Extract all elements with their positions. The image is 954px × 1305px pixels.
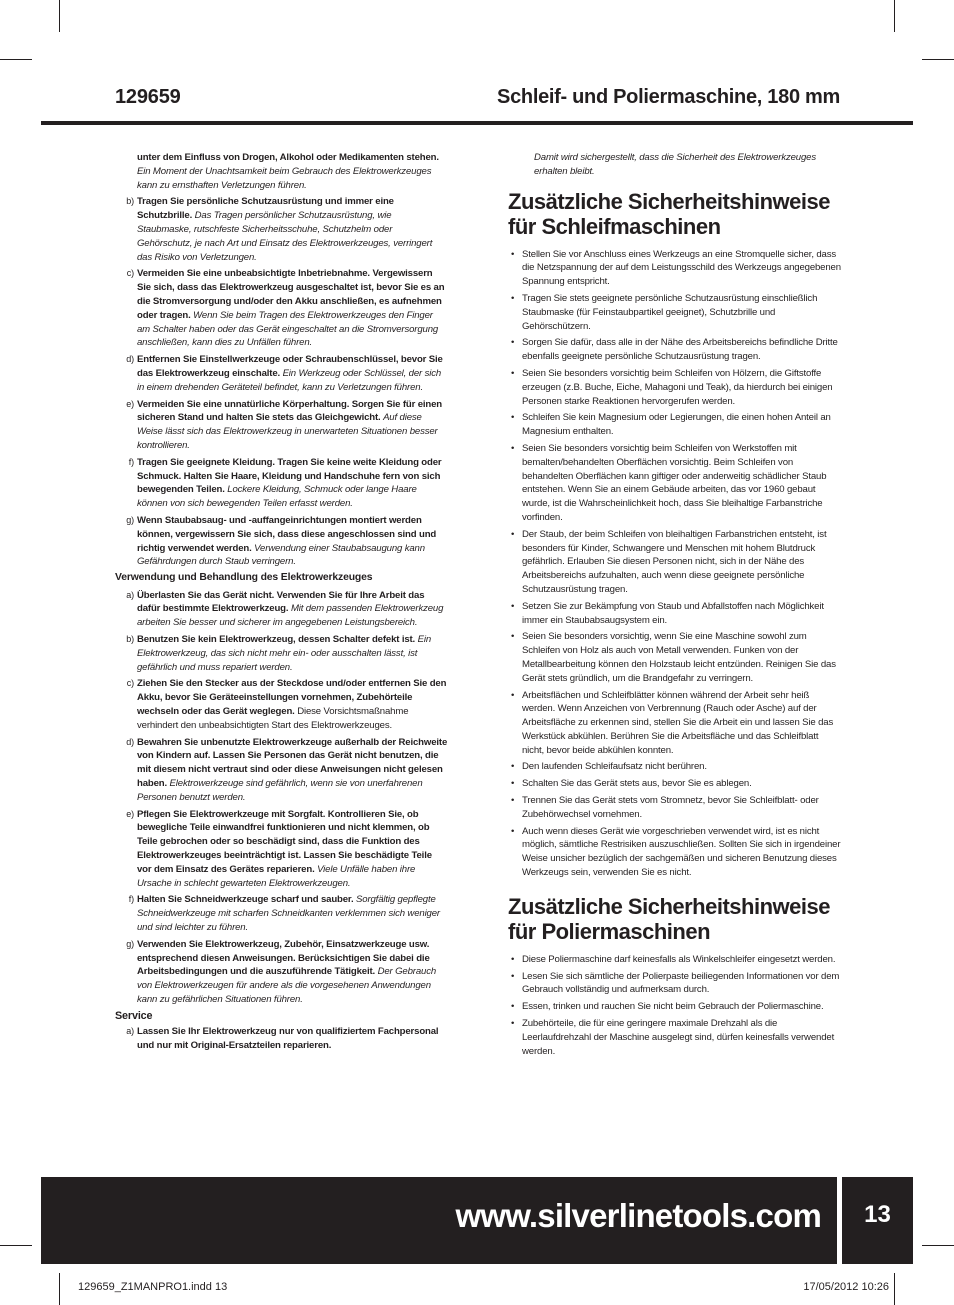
item-marker: b) [126, 634, 134, 644]
item-marker: f) [128, 894, 134, 905]
section-heading-grinding: Zusätzliche Sicherheitshinweise für Schleifmaschinen [508, 188, 830, 239]
product-number: 129659 [115, 86, 181, 108]
item-marker: d) [126, 736, 134, 747]
bullet-text: Lesen Sie sich sämtliche der Polierpaste beiliegenden Informationen vor dem Gebrauch vollständig und aufmerksam durch. [522, 970, 840, 996]
bullet-text: Schalten Sie das Gerät stets aus, bevor Sie es ablegen. [522, 778, 752, 790]
item-rest-text: Mit dem passenden Elektrowerkzeug arbeiten Sie besser und sicherer im angegebenen Leistungsbereich. [137, 603, 444, 629]
list-item [112, 151, 448, 192]
item-marker: a) [126, 1026, 134, 1037]
bullet-item [508, 760, 842, 774]
list-item [112, 893, 448, 934]
footer-bar [41, 1177, 837, 1264]
bullet-icon: • [511, 970, 515, 982]
crop-mark [894, 0, 895, 32]
bullet-text: Der Staub, der beim Schleifen von bleihaltigen Farbanstrichen entsteht, ist besonders für Kinder, Schwangere und Menschen mit hohem Blutdruck gefährlich. Erlauben Sie diesen Personen nicht, sich in der Nähe des Arbeitsbereichs aufzuhalten, auch wenn diese geeignete persönliche Schutzausrüstung tragen. [522, 528, 827, 595]
bullet-text: Stellen Sie vor Anschluss eines Werkzeugs an eine Stromquelle sicher, dass die Netzspannung der auf dem Leistungsschild des Werkzeugs angegebenen Spannung entspricht. [522, 248, 841, 288]
crop-mark [0, 1245, 32, 1246]
bullet-icon: • [511, 953, 515, 965]
bullet-item [508, 600, 842, 628]
item-bold-text: Wenn Staubabsaug- und -auffangeinrichtungen montiert werden können, vergewissern Sie sich, dass diese angeschlossen sind und richtig verwendet werden. [137, 514, 437, 554]
list-item [112, 808, 448, 891]
crop-mark [922, 59, 954, 60]
bullet-item [508, 292, 842, 333]
item-rest-text: Diese Vorsichtsmaßnahme verhindert den unbeabsichtigten Start des Elektrowerkzeuges. [137, 705, 409, 731]
bullet-text: Setzen Sie zur Bekämpfung von Staub und Abfallstoffen nach Möglichkeit immer ein Staubabsaugsystem ein. [522, 600, 824, 626]
item-bold-text: Benutzen Sie kein Elektrowerkzeug, dessen Schalter defekt ist. [137, 634, 416, 645]
section-heading-polishing: Zusätzliche Sicherheitshinweise für Poliermaschinen [508, 893, 830, 944]
page-number-box [842, 1177, 913, 1264]
bullet-icon: • [511, 337, 515, 349]
item-bold-text: Überlasten Sie das Gerät nicht. Verwenden Sie für Ihre Arbeit das dafür bestimmte Elektrowerkzeug. [137, 589, 425, 615]
bullet-icon: • [511, 1018, 515, 1030]
item-marker: e) [126, 808, 134, 819]
service-list [112, 1025, 448, 1053]
list-item [112, 677, 448, 732]
bullet-text: Seien Sie besonders vorsichtig, wenn Sie eine Maschine sowohl zum Schleifen von Holz als auch von Metall verwenden. Funken von der Metallbearbeitung können den Holzstaub leicht entzünden. Reinigen Sie das Gerät stets gründlich, um die Brandgefahr zu verringern. [522, 631, 836, 684]
bullet-item [508, 953, 842, 967]
item-rest-text: Das Tragen persönlicher Schutzausrüstung, wie Staubmaske, rutschfeste Sicherheitsschuhe, Schutzhelm oder Gehörschutz, je nach Art und Einsatz des Elektrowerkzeuges, verringert das Risiko von Verletzungen. [137, 210, 433, 263]
item-marker: g) [126, 938, 134, 949]
bullet-icon: • [511, 778, 515, 790]
list-item [112, 514, 448, 569]
crop-mark [59, 0, 60, 32]
item-rest-text: Elektrowerkzeuge sind gefährlich, wenn sie von unerfahrenen Personen benutzt werden. [137, 777, 423, 803]
item-marker: a) [126, 589, 134, 600]
polishing-bullet-list [508, 953, 842, 1059]
bullet-icon: • [511, 600, 515, 612]
list-item [112, 195, 448, 264]
bullet-icon: • [511, 825, 515, 837]
bullet-text: Den laufenden Schleifaufsatz nicht berühren. [522, 761, 707, 773]
bullet-item [508, 825, 842, 880]
item-bold-text: Ziehen Sie den Stecker aus der Steckdose und/oder entfernen Sie den Akku, bevor Sie Geräteeinstellungen vornehmen, Zubehörteile wechseln oder das Gerät weglegen. [137, 678, 447, 717]
list-item [112, 353, 448, 394]
website-url[interactable]: www.silverlinetools.com [455, 1197, 821, 1234]
item-bold-text: Tragen Sie geeignete Kleidung. Tragen Sie keine weite Kleidung oder Schmuck. Halten Sie Haare, Kleidung und Handschuhe fern von sich bewegenden Teilen. [137, 456, 442, 496]
bullet-icon: • [511, 795, 515, 807]
bullet-text: Diese Poliermaschine darf keinesfalls als Winkelschleifer eingesetzt werden. [522, 953, 836, 965]
crop-mark [0, 59, 32, 60]
section-heading-service: Service [115, 1009, 153, 1022]
item-italic-text: Ein Moment der Unachtsamkeit beim Gebrauch des Elektrowerkzeuges kann zu ernsthaften Verletzungen führen. [137, 165, 432, 191]
item-marker: d) [126, 354, 134, 365]
bullet-item [508, 1000, 842, 1014]
bullet-item [508, 689, 842, 758]
page-title: Schleif- und Poliermaschine, 180 mm [497, 86, 840, 108]
item-bold-text: Bewahren Sie unbenutzte Elektrowerkzeuge außerhalb der Reichweite von Kindern auf. Lassen Sie Personen das Gerät nicht benutzen, die mit diesem nicht vertraut sind oder diese Anweisungen nicht gelesen haben. [137, 736, 448, 789]
item-bold-text: Halten Sie Schneidwerkzeuge scharf und sauber. [137, 894, 354, 906]
item-rest-text: Ein Werkzeug oder Schlüssel, der sich in einem drehenden Geräteteil befindet, kann zu Verletzungen führen. [137, 367, 442, 393]
item-bold-text: Vermeiden Sie eine unnatürliche Körperhaltung. Sorgen Sie für einen sicheren Stand und halten Sie stets das Gleichgewicht. [137, 398, 443, 424]
list-item [112, 633, 448, 674]
bullet-text: Essen, trinken und rauchen Sie nicht beim Gebrauch der Poliermaschine. [522, 1001, 824, 1013]
bullet-text: Tragen Sie stets geeignete persönliche Schutzausrüstung einschließlich Staubmaske (für Feinstaubpartikel geeignet), Schutzbrille und Gehörschützern. [522, 292, 818, 332]
crop-mark [894, 1273, 895, 1305]
list-item [112, 1025, 448, 1053]
section-heading-usage: Verwendung und Behandlung des Elektrowerkzeuges [115, 572, 373, 584]
bullet-icon: • [511, 367, 515, 379]
bullet-item [508, 794, 842, 822]
bullet-icon: • [511, 528, 515, 540]
slug-file: 129659_Z1MANPRO1.indd 13 [78, 1281, 228, 1293]
bullet-item [508, 442, 842, 525]
bullet-item [508, 248, 842, 289]
bullet-item [508, 1017, 842, 1058]
list-item [112, 456, 448, 511]
bullet-text: Auch wenn dieses Gerät wie vorgeschrieben verwendet wird, ist es nicht möglich, sämtliche Restrisiken auszuschließen. Sollten Sie sich in irgendeiner Weise unsicher bezüglich der sachgemäßen und sicheren Benutzung dieses Werkzeugs sein, verwenden Sie es nicht. [522, 825, 841, 879]
crop-mark [59, 1273, 60, 1305]
bullet-icon: • [511, 412, 515, 424]
bullet-icon: • [511, 1001, 515, 1013]
list-item [112, 267, 448, 350]
item-bold-text: Verwenden Sie Elektrowerkzeug, Zubehör, Einsatzwerkzeuge usw. entsprechend diesen Anweisungen. Berücksichtigen Sie dabei die Arbeitsbedingungen und die auszuführende Tätigkeit. [137, 938, 430, 978]
list-item [112, 736, 448, 805]
bullet-text: Zubehörteile, die für eine geringere maximale Drehzahl als die Leerlaufdrehzahl der Maschine ausgelegt sind, dürfen keinesfalls verwendet werden. [522, 1018, 835, 1057]
item-marker: g) [126, 514, 134, 525]
item-rest-text: Ein Elektrowerkzeug, das sich nicht mehr ein- oder ausschalten lässt, ist gefährlich und muss repariert werden. [137, 634, 432, 673]
usage-list [112, 589, 448, 1007]
item-bold-text: Vermeiden Sie eine unbeabsichtigte Inbetriebnahme. Vergewissern Sie sich, dass das Elektrowerkzeug ausgeschaltet ist, bevor Sie es an die Stromversorgung und/oder den Akku anschließen, es aufnehmen oder tragen. [137, 268, 445, 321]
item-bold-text: Tragen Sie persönliche Schutzausrüstung und immer eine Schutzbrille. [137, 196, 394, 222]
item-rest-text: Sorgfältig gepflegte Schneidwerkzeuge mit scharfen Schneidkanten verklemmen sich weniger und sind leichter zu führen. [137, 894, 440, 933]
bullet-text: Arbeitsflächen und Schleifblätter können während der Arbeit sehr heiß werden. Wenn Anzeichen von Verbrennung (Rauch oder Asche) auf der Arbeitsfläche zu erkennen sind, stellen Sie die Arbeit ein und lassen Sie das Werkstück abkühlen. Berühren Sie die Arbeitsfläche und das Schleifblatt nicht, bevor beide abkühlen konnten. [522, 689, 834, 756]
bullet-icon: • [511, 689, 515, 701]
bullet-text: Seien Sie besonders vorsichtig beim Schleifen von Werkstoffen mit bemalten/behandelten Oberflächen vorsichtig. Beim Schleifen von behandelten Oberflächen kann giftiger oder anderweitig schädlicher Staub entstehen. Wenn Sie an einem Gebäude arbeiten, das vor 1960 gebaut wurde, ist die Wahrscheinlichkeit hoch, dass Sie bleihaltige Farbanstriche vorfinden. [522, 442, 827, 523]
list-item [112, 938, 448, 1007]
crop-mark [922, 1245, 954, 1246]
intro-text: Damit wird sichergestellt, dass die Sicherheit des Elektrowerkzeuges erhalten bleibt. [534, 152, 817, 177]
list-item [112, 398, 448, 453]
bullet-item [508, 411, 842, 439]
bullet-text: Seien Sie besonders vorsichtig beim Schleifen von Hölzern, die Giftstoffe erzeugen (z.B. Buche, Eiche, Mahagoni und Teak), da hierdurch bei einigen Personen starke Reaktionen hervorgerufen werden. [522, 367, 833, 407]
personal-safety-list [112, 195, 448, 569]
item-bold-text: Pflegen Sie Elektrowerkzeuge mit Sorgfalt. Kontrollieren Sie, ob bewegliche Teile einwandfrei funktionieren und nicht klemmen, ob Teile gebrochen oder so beschädigt sind, dass die Funktion des Elektrowerkzeuges beeinträchtigt ist. Lassen Sie beschädigte Teile vor dem Einsatz des Gerätes reparieren. [137, 808, 432, 875]
bullet-text: Trennen Sie das Gerät stets vom Stromnetz, bevor Sie Schleifblatt- oder Zubehörwechsel vornehmen. [522, 795, 819, 820]
slug-date: 17/05/2012 10:26 [803, 1281, 889, 1293]
item-marker: c) [126, 268, 134, 279]
bullet-text: Schleifen Sie kein Magnesium oder Legierungen, die einen hohen Anteil an Magnesium enthalten. [522, 412, 831, 438]
item-rest-text: Viele Unfälle haben ihre Ursache in schlecht gewarteten Elektrowerkzeugen. [137, 863, 416, 889]
item-rest-text: Lockere Kleidung, Schmuck oder lange Haare können von sich bewegenden Teilen erfasst werden. [137, 484, 417, 510]
bullet-icon: • [511, 442, 515, 454]
list-item [112, 589, 448, 630]
right-column [508, 151, 842, 1061]
bullet-item [508, 528, 842, 597]
page-number: 13 [864, 1201, 891, 1228]
bullet-item [508, 630, 842, 685]
item-marker: c) [126, 678, 134, 689]
item-rest-text: Verwendung einer Staubabsaugung kann Gefährdungen durch Staub verringern. [137, 542, 425, 568]
item-marker: f) [128, 456, 134, 467]
item-rest-text: Wenn Sie beim Tragen des Elektrowerkzeuges den Finger am Schalter haben oder das Gerät eingeschaltet an die Stromversorgung anschließen, kann dies zu Unfällen führen. [137, 309, 439, 349]
item-bold-text: unter dem Einfluss von Drogen, Alkohol oder Medikamenten stehen. [137, 152, 439, 163]
item-rest-text: Der Gebrauch von Elektrowerkzeugen für andere als die vorgesehenen Anwendungen kann zu gefährlichen Situationen führen. [137, 966, 437, 1005]
bullet-item [508, 970, 842, 998]
header-rule [41, 121, 913, 125]
item-bold-text: Entfernen Sie Einstellwerkzeuge oder Schraubenschlüssel, bevor Sie das Elektrowerkzeug einschalte. [137, 354, 443, 379]
bullet-item [508, 777, 842, 791]
bullet-icon: • [511, 761, 515, 773]
bullet-text: Sorgen Sie dafür, dass alle in der Nähe des Arbeitsbereichs befindliche Dritte ebenfalls geeignete persönliche Schutzausrüstung tragen. [522, 337, 838, 363]
item-marker: b) [126, 196, 134, 207]
bullet-icon: • [511, 292, 515, 304]
grinding-bullet-list [508, 248, 842, 880]
item-rest-text: Auf diese Weise lässt sich das Elektrowerkzeug in unerwarteten Situationen besser kontrollieren. [137, 412, 438, 451]
bullet-item [508, 336, 842, 364]
left-column [112, 151, 448, 1056]
bullet-icon: • [511, 248, 515, 260]
item-bold-text: Lassen Sie Ihr Elektrowerkzeug nur von qualifiziertem Fachpersonal und nur mit Original-Ersatzteilen reparieren. [137, 1026, 439, 1052]
item-marker: e) [126, 398, 134, 409]
bullet-item [508, 367, 842, 408]
bullet-icon: • [511, 631, 515, 643]
